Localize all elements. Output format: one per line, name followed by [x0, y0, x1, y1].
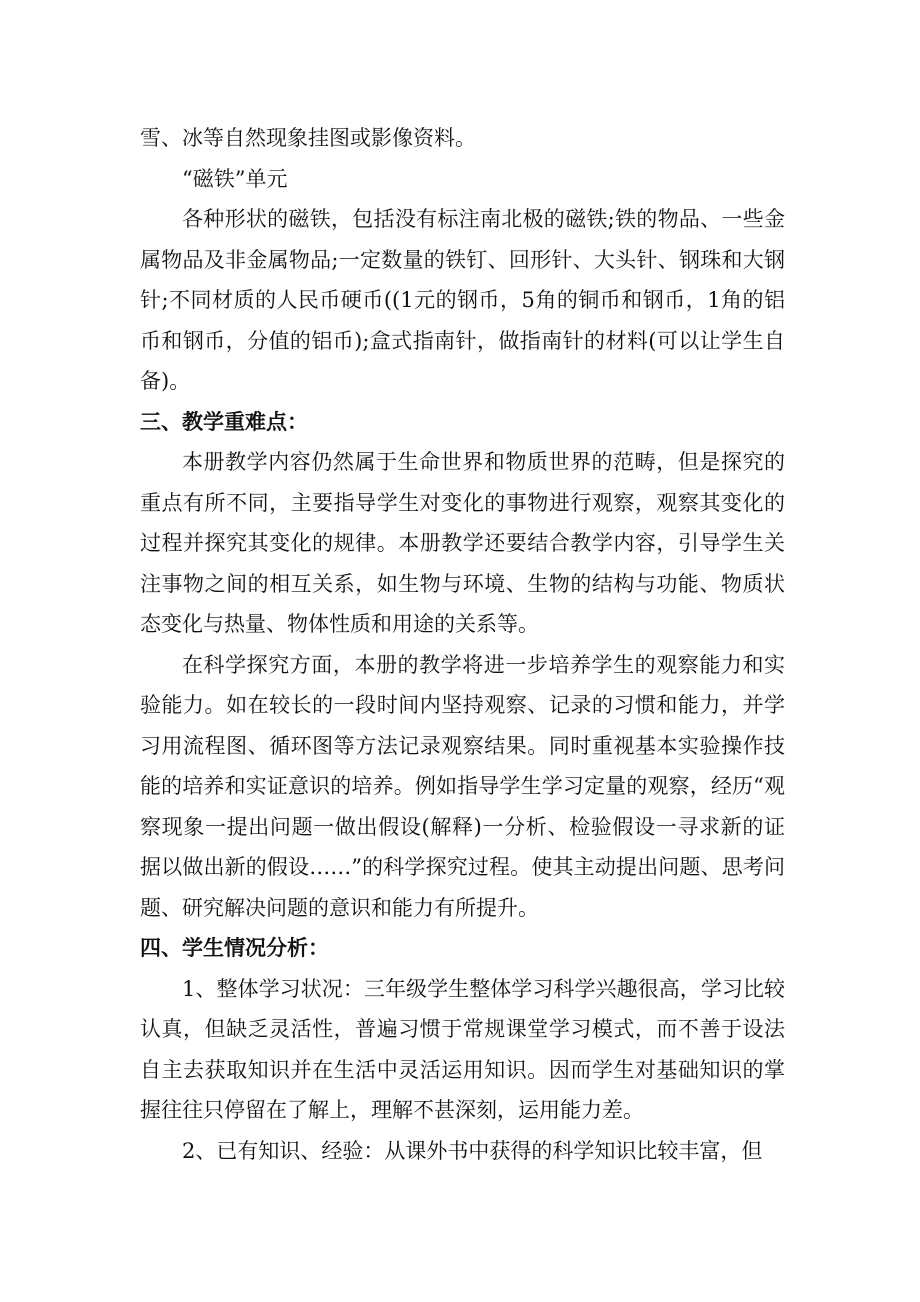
unit-title-magnet: “磁铁”单元	[182, 166, 288, 191]
document-body	[140, 118, 785, 1171]
paragraph-overall-status: 1、整体学习状况：三年级学生整体学习科学兴趣很高，学习比较认真，但缺乏灵活性，普遍习惯于常规课堂学习模式，而不善于设法自主去获取知识并在生活中灵活运用知识。因而学生对基础知识的掌握往往只停留在了解上，理解不甚深刻，运用能力差。	[140, 976, 785, 1122]
paragraph-magnet-materials: 各种形状的磁铁，包括没有标注南北极的磁铁;铁的物品、一些金属物品及非金属物品;一定数量的铁钉、回形针、大头针、钢珠和大钢针;不同材质的人民币硬币((1元的钢币，5角的铜币和钢币，1角的铝币和钢币，分值的铝币);盒式指南针，做指南针的材料(可以让学生自备)。	[140, 207, 785, 393]
section-heading-student-analysis: 四、学生情况分析：	[140, 935, 329, 960]
paragraph-inquiry: 在科学探究方面，本册的教学将进一步培养学生的观察能力和实验能力。如在较长的一段时间内坚持观察、记录的习惯和能力，并学习用流程图、循环图等方法记录观察结果。同时重视基本实验操作技能的培养和实证意识的培养。例如指导学生学习定量的观察，经历“观察现象一提出问题一做出假设(解释)一分析、检验假设一寻求新的证据以做出新的假设……”的科学探究过程。使其主动提出问题、思考问题、研究解决问题的意识和能力有所提升。	[140, 652, 785, 920]
paragraph-prior-knowledge: 2、已有知识、经验：从课外书中获得的科学知识比较丰富，但	[182, 1138, 763, 1163]
paragraph-continuation: 雪、冰等自然现象挂图或影像资料。	[140, 126, 476, 150]
section-heading-key-points: 三、教学重难点：	[140, 408, 308, 434]
paragraph-key-points: 本册教学内容仍然属于生命世界和物质世界的范畴，但是探究的重点有所不同，主要指导学生对变化的事物进行观察，观察其变化的过程并探究其变化的规律。本册教学还要结合教学内容，引导学生关注事物之间的相互关系，如生物与环境、生物的结构与功能、物质状态变化与热量、物体性质和用途的关系等。	[140, 450, 785, 636]
